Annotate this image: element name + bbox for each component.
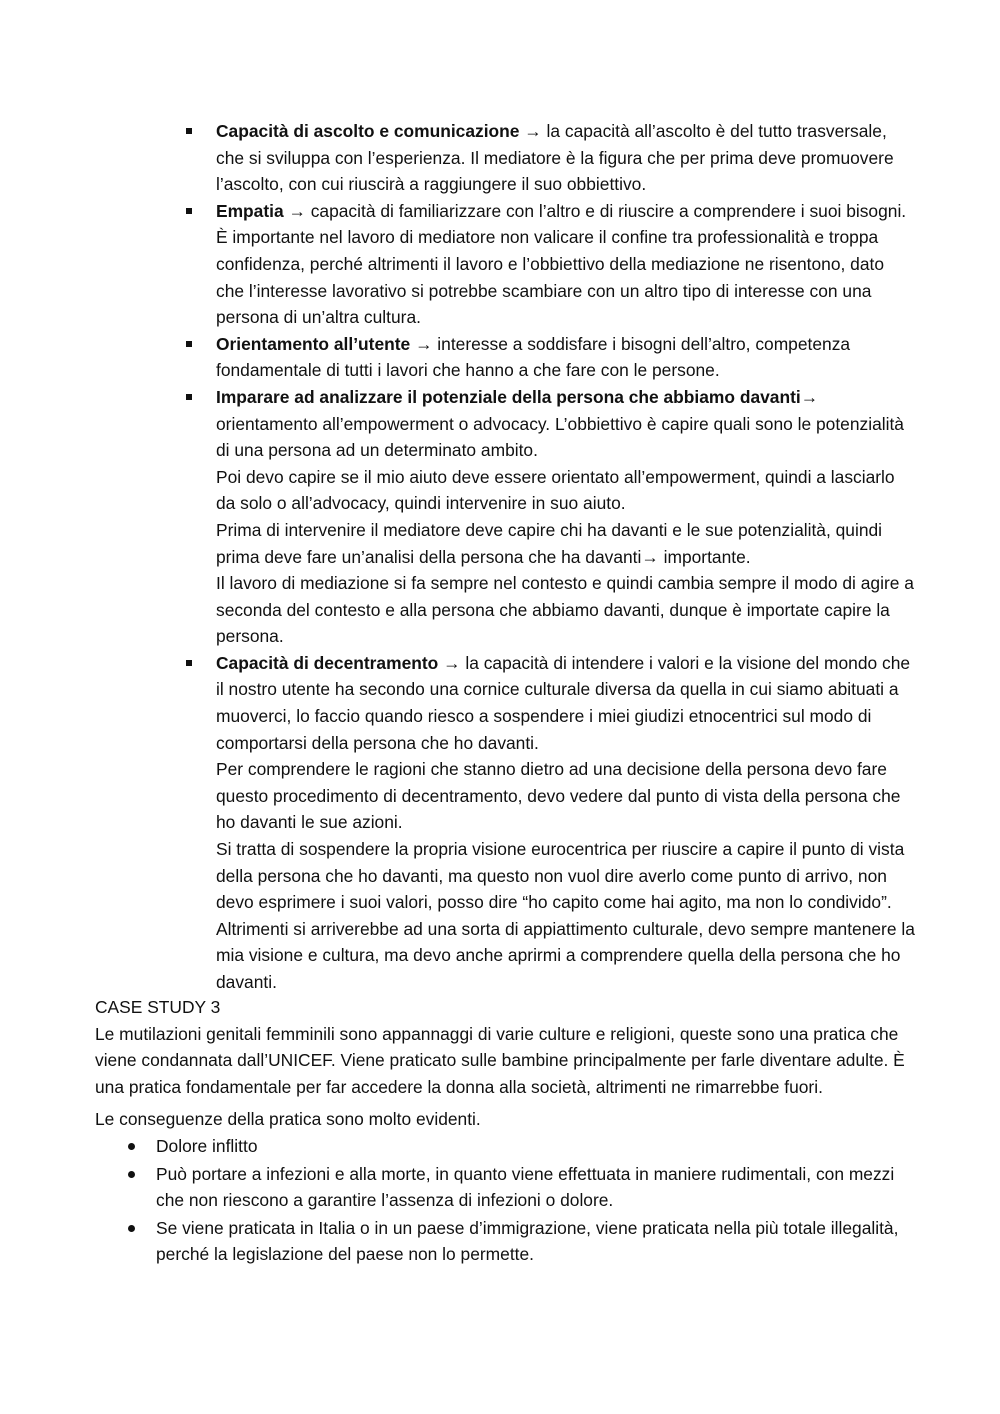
consequences-intro: Le conseguenze della pratica sono molto evidenti.: [95, 1109, 481, 1130]
item-paragraph: Si tratta di sospendere la propria visione eurocentrica per riuscire a capire il punto di vista della persona che ho davanti, ma questo non vuol dire averlo come punto di arrivo, non devo esprimere i suoi valori, posso dire “ho capito come hai agito, ma non lo condivido”. Altrimenti si arriverebbe ad una sorta di appiattimento culturale, devo sempre mantenere la mia visione e cultura, ma devo anche aprirmi a comprendere quella della persona che ho davanti.: [216, 839, 915, 992]
list-item: [95, 1161, 915, 1214]
item-text: orientamento all’empowerment o advocacy. L’obbiettivo è capire quali sono le potenzialità di una persona ad un determinato ambito.: [216, 413, 904, 461]
item-title: Empatia: [216, 200, 284, 221]
case-study-section: [95, 994, 915, 1268]
arrow-icon: →: [438, 652, 466, 673]
list-item: [95, 1133, 915, 1160]
list-item-text: Può portare a infezioni e alla morte, in quanto viene effettuata in maniere rudimentali, con mezzi che non riescono a garantire l’assenza di infezioni o dolore.: [156, 1163, 895, 1211]
list-item-text: Dolore inflitto: [156, 1135, 258, 1156]
list-item: [95, 1215, 915, 1268]
arrow-icon: →: [519, 121, 547, 141]
square-bullet-icon: [186, 394, 192, 400]
arrow-icon: →: [800, 386, 819, 407]
list-item-empatia: [186, 198, 916, 331]
item-title: Orientamento all’utente: [216, 333, 411, 354]
item-paragraph: Per comprendere le ragioni che stanno dietro ad una decisione della persona devo fare questo procedimento di decentramento, devo vedere dal punto di vista della persona che ho davanti le sue azioni.: [216, 759, 901, 833]
square-bullet-icon: [186, 341, 192, 347]
list-item-orientamento: [186, 331, 916, 384]
list-item-potenziale: [186, 384, 916, 650]
item-text: la capacità di intendere i valori e la visione del mondo che il nostro utente ha secondo una cornice culturale diversa da quella in cui siamo abituati a muoverci, lo faccio quando riesco a sospendere i miei giudizi etnocentrici sul modo di comportarsi della persona che ho davanti.: [216, 652, 911, 753]
item-text: interesse a soddisfare i bisogni dell’altro, competenza fondamentale di tutti i lavori che hanno a che fare con le persone.: [216, 333, 851, 381]
square-bullet-icon: [186, 128, 192, 134]
item-title: Capacità di decentramento: [216, 652, 439, 673]
item-paragraph: Prima di intervenire il mediatore deve capire chi ha davanti e le sue potenzialità, quindi prima deve fare un’analisi della persona che ha davanti→ importante.: [216, 519, 883, 567]
item-title: Imparare ad analizzare il potenziale della persona che abbiamo davanti: [216, 386, 801, 407]
item-text: la capacità all’ascolto è del tutto trasversale, che si sviluppa con l’esperienza. Il mediatore è la figura che per prima deve promuovere l’ascolto, con cui riuscirà a raggiungere il suo obbiettivo.: [216, 121, 894, 195]
item-text: capacità di familiarizzare con l’altro e di riuscire a comprendere i suoi bisogni. È importante nel lavoro di mediatore non valicare il confine tra professionalità e troppa confidenza, perché altrimenti il lavoro e l’obbiettivo della mediazione ne risentono, dato che l’interesse lavorativo si potrebbe scambiare con un altro tipo di interesse con una persona di un’altra cultura.: [216, 200, 907, 328]
bullet-icon: [128, 1171, 135, 1178]
case-study-intro: Le mutilazioni genitali femminili sono appannaggi di varie culture e religioni, queste sono una pratica che viene condannata dall’UNICEF. Viene praticato sulle bambine principalmente per farle diventare adulte. È una pratica fondamentale per far accedere la donna alla società, altrimenti ne rimarrebbe fuori.: [95, 1023, 905, 1097]
square-bullet-icon: [186, 208, 192, 214]
competence-list: [186, 118, 916, 996]
case-study-heading: CASE STUDY 3: [95, 997, 221, 1017]
list-item-text: Se viene praticata in Italia o in un paese d’immigrazione, viene praticata nella più totale illegalità, perché la legislazione del paese non lo permette.: [156, 1217, 899, 1265]
item-paragraph: Il lavoro di mediazione si fa sempre nel contesto e quindi cambia sempre il modo di agire a seconda del contesto e alla persona che abbiamo davanti, dunque è importate capire la persona.: [216, 573, 914, 647]
list-item-decentramento: [186, 650, 916, 996]
list-item-ascolto: [186, 118, 916, 198]
bullet-icon: [128, 1143, 135, 1150]
arrow-icon: →: [410, 333, 438, 354]
bullet-icon: [128, 1225, 135, 1232]
square-bullet-icon: [186, 660, 192, 666]
item-paragraph: Poi devo capire se il mio aiuto deve essere orientato all’empowerment, quindi a lasciarlo da solo o all’advocacy, quindi intervenire in suo aiuto.: [216, 466, 895, 514]
consequences-list: [95, 1133, 915, 1268]
item-title: Capacità di ascolto e comunicazione: [216, 121, 520, 141]
arrow-icon: →: [283, 200, 311, 221]
